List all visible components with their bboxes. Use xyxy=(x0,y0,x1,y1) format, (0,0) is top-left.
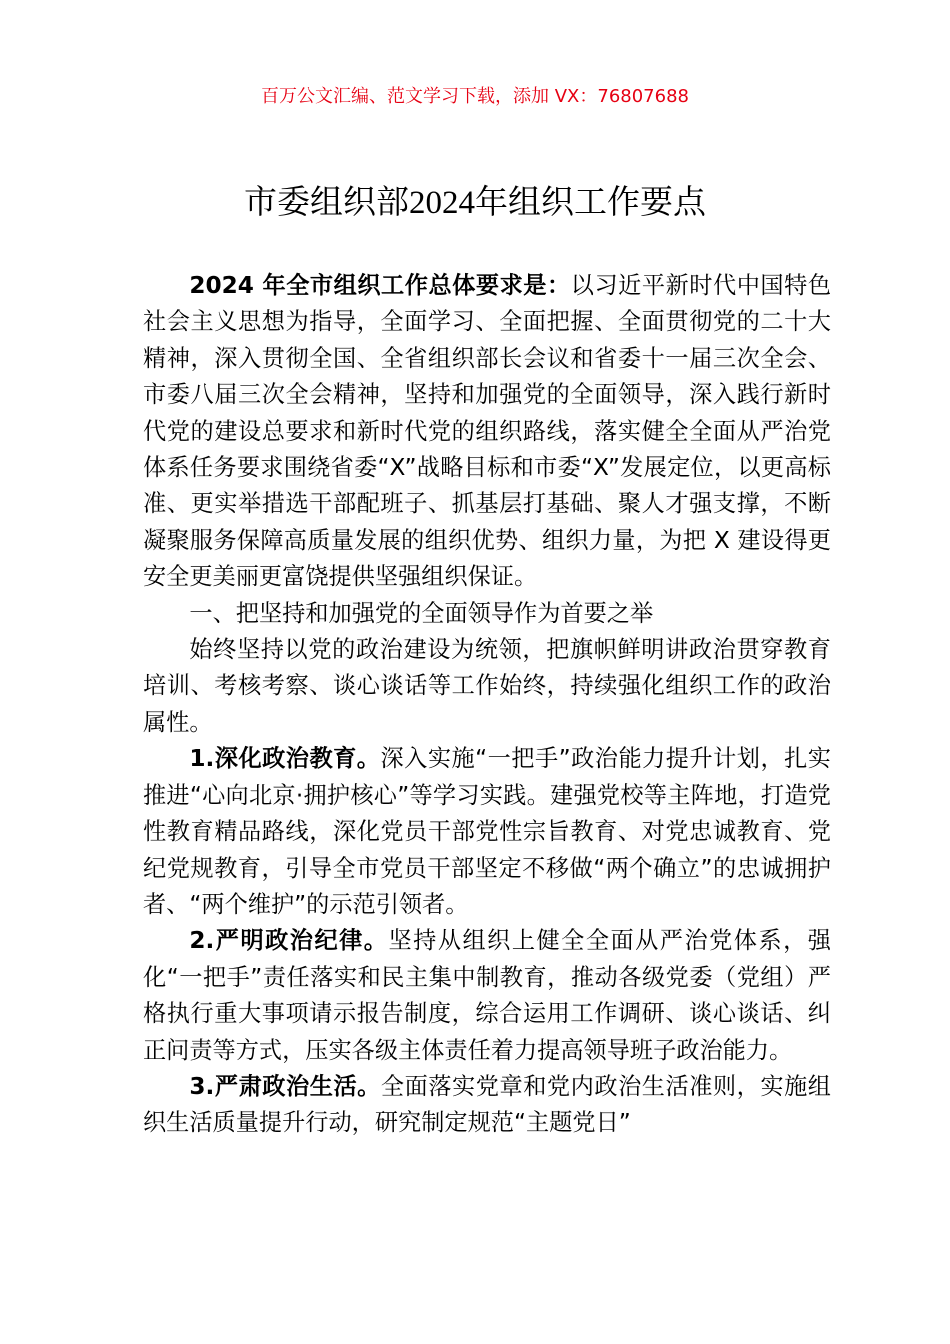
header-banner: 百万公文汇编、范文学习下载，添加 VX：76807688 xyxy=(261,86,689,107)
section-heading-1 xyxy=(143,596,831,632)
paragraph-text: 始终坚持以党的政治建设为统领，把旗帜鲜明讲政治贯穿教育培训、考核考察、谈心谈话等工作始终，持续强化组织工作的政治属性。 xyxy=(143,636,831,736)
section-heading-text: 一、把坚持和加强党的全面领导作为首要之举 xyxy=(189,599,654,627)
paragraph-lead: 3.严肃政治生活。 xyxy=(189,1072,381,1100)
paragraph-section-1-intro xyxy=(143,632,831,741)
paragraph-text: 坚持从组织上健全全面从严治党体系，强化“一把手”责任落实和民主集中制教育，推动各级党委（党组）严格执行重大事项请示报告制度，综合运用工作调研、谈心谈话、纠正问责等方式，压实各级主体责任着力提高领导班子政治能力。 xyxy=(143,927,831,1064)
paragraph-item-1 xyxy=(143,741,831,923)
paragraph-lead: 2024 年全市组织工作总体要求是： xyxy=(189,272,571,299)
paragraph-item-3 xyxy=(143,1069,831,1142)
paragraph-general-requirements xyxy=(143,268,831,596)
title-suffix: 年组织工作要点 xyxy=(475,182,706,221)
paragraph-lead: 1.深化政治教育。 xyxy=(189,745,381,773)
paragraph-text: 以习近平新时代中国特色社会主义思想为指导，全面学习、全面把握、全面贯彻党的二十大精神，深入贯彻全国、全省组织部长会议和省委十一届三次全会、市委八届三次全会精神，坚持和加强党的全面领导，深入践行新时代党的建设总要求和新时代党的组织路线，落实健全全面从严治党体系任务要求围绕省委“X”战略目标和市委“X”发展定位，以更高标准、更实举措选干部配班子、抓基层打基础、聚人才强支撑，不断凝聚服务保障高质量发展的组织优势、组织力量，为把 X 建设得更安全更美丽更富饶提供坚强组织保证。 xyxy=(143,272,832,591)
title-prefix: 市委组织部 xyxy=(244,182,409,221)
document-title xyxy=(0,178,950,227)
paragraph-text: 深入实施“一把手”政治能力提升计划，扎实推进“心向北京·拥护核心”等学习实践。建强党校等主阵地，打造党性教育精品路线，深化党员干部党性宗旨教育、对党忠诚教育、党纪党规教育，引导全市党员干部坚定不移做“两个确立”的忠诚拥护者、“两个维护”的示范引领者。 xyxy=(143,745,831,918)
paragraph-text: 全面落实党章和党内政治生活准则，实施组织生活质量提升行动，研究制定规范“主题党日” xyxy=(143,1072,831,1137)
paragraph-item-2 xyxy=(143,923,831,1069)
document-body xyxy=(143,268,831,1142)
paragraph-lead: 2.严明政治纪律。 xyxy=(189,927,389,955)
title-year: 2024 xyxy=(409,185,475,221)
